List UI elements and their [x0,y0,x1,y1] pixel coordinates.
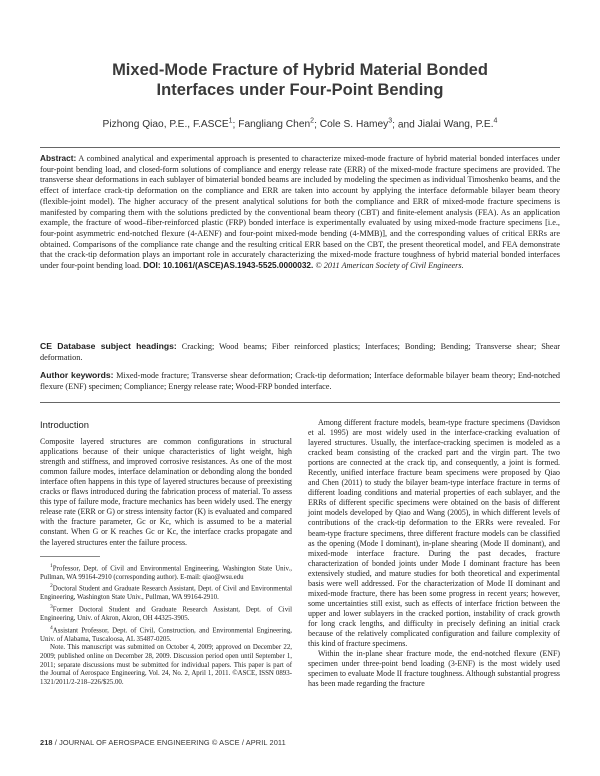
keywords-text: Mixed-mode fracture; Transverse shear deformation; Crack-tip deformation; Interface deformable bilayer beam theory; End-notched flexure (ENF) specimen; Compliance; Energy release rate; Wood-FRP bonded interface. [40,371,561,391]
author-list: Pizhong Qiao, P.E., F.ASCE$^1$; Fangliang Chen$^2$; Cole S. Hamey$^3$; and Jialai Wang, P.E.$^4$ [102,118,498,131]
left-column [40,420,292,688]
author-4: Jialai Wang, P.E.$^4$ [417,118,498,131]
author-3: Cole S. Hamey$^3$ [319,118,393,131]
manuscript-note: Note. This manuscript was submitted on October 4, 2009; approved on December 22, 2009; published online on December 28, 2009. Discussion period open until September 1, 2011; separate discussions must be submitted for individual papers. This paper is part of the Journal of Aerospace Engineering, Vol. 24, No. 2, April 1, 2011. ©ASCE, ISSN 0893-1321/2011/2-218–226/$25.00. [40,644,292,687]
page-number: 218 [40,738,53,747]
paper-title [40,60,560,100]
body-paragraph-1: Among different fracture models, beam-type fracture specimens (Davidson et al. 1995) are most widely used in the interface-cracking evaluation of layered structures. Usually, the interface-cracking specimen is modeled as a cracked beam consisting of the cracked part and the virgin part. The two portions are connected at the crack tip, and consequently, a joint is formed. Recently, unified interface fracture beam specimens were proposed by Qiao and Chen (2011) to study the bilayer beam-type interface fracture in terms of different loading conditions and material properties of each sublayer, and the ERRs of different specific specimens were obtained on the basis of different joint models developed by Qiao and Wang (2005), in which different levels of contributions of the crack-tip deformation to the ERRs were revealed. For beam-type fracture specimens, three different fracture models can be classified as the opening (Mode I dominant), in-plane shearing (Mode II dominant), and mixed-mode interface fracture. During the past decades, fracture characterization of bonded joints under Mode I dominant fracture has been extensively studied, and mature studies for both theoretical and experimental basis were well addressed. For the characterization of Mode II dominant and mixed-mode fracture, there has been some progress in recent years; however, some uncertainties still exist, such as effects of interface friction between the upper and lower sublayers in the cracked portion, instability of crack growth for long crack lengths, and difficulty in precisely defining an initial crack because of the relatively complicated configuration and failure complexity of this kind of fracture specimens. [308,418,560,649]
header-divider [40,147,560,148]
page-footer [40,738,286,747]
title-line-1: Mixed-Mode Fracture of Hybrid Material Bonded [112,61,488,79]
title-line-2: Interfaces under Four-Point Bending [156,81,444,99]
keywords-label: Author keywords: [40,370,114,380]
right-column [308,418,560,689]
ce-headings-label: CE Database subject headings: [40,341,177,351]
footnote-divider [40,556,100,557]
footnote-2: $^2$Doctoral Student and Graduate Research Assistant, Dept. of Civil and Environmental Engineering, Washington State Univ., Pullman, WA 99164-2910. [40,583,292,602]
abstract-label: Abstract: [40,154,77,163]
footnote-4: $^4$Assistant Professor, Dept. of Civil, Construction, and Environmental Engineering, Univ. of Alabama, Tuscaloosa, AL 35487-0205. [40,624,292,643]
intro-paragraph: Composite layered structures are common configurations in structural applications because of their unique characteristics of light weight, high strength and stiffness, and improved corrosive resistances. As one of the most common failure modes, interface delamination or debonding along the bonded interface often happens in this type of layered structures because of preexisting cracks or flaws introduced during the fabrication process of material. To assess this type of failure mode, fracture mechanics has been widely used. The energy release rate (ERR or G) or stress intensity factor (K) is evaluated and compared with the fracture parameter, Gc or Kc, which is assumed to be a material constant. When G or K reaches Gc or Kc, the interface cracks propagate and the layered structures enter the failure process. [40,437,292,547]
abstract-divider [40,402,560,403]
copyright-text: © 2011 American Society of Civil Engineers. [315,261,464,271]
footnote-1: $^1$Professor, Dept. of Civil and Environmental Engineering, Washington State Univ., Pullman, WA 99164-2910 (corresponding author). E-mail: qiao@wsu.edu [40,562,292,581]
ce-subject-headings [40,341,560,363]
doi-link[interactable]: DOI: 10.1061/(ASCE)AS.1943-5525.0000032. [143,261,314,271]
author-keywords [40,370,560,392]
ce-headings-text: Cracking; Wood beams; Fiber reinforced plastics; Interfaces; Bonding; Bending; Transverse shear; Shear deformation. [40,342,560,362]
abstract-text: A combined analytical and experimental approach is presented to characterize mixed-mode fracture of hybrid material bonded interfaces under four-point bending load, and closed-form solutions of compliance and energy release rate (ERR) of the mixed-mode fracture specimens are provided. The transverse shear deformations in each sublayer of bimaterial bonded beams are included by modeling the specimen as individual Timoshenko beams, and the effect of interface crack-tip deformation on the compliance and ERR are taken into account by applying the interface deformable bilayer beam theory (flexible-joint model). The higher accuracy of the present analytical solutions for both the compliance and ERR of mixed-mode fracture specimens is manifested by comparing them with the solutions predicted by the conventional beam theory (CBT) and finite-element analysis (FEA). As an application example, the fracture of wood–fiber-reinforced plastic (FRP) bonded interface is experimentally evaluated by using mixed-mode fracture specimens [i.e., four-point asymmetric end-notched flexure (4-AENF) and four-point mixed-mode bending (4-MMB)], and the corresponding values of critical ERRs are obtained. Comparisons of the compliance rate change and the resulting critical ERR based on the CBT, the present theoretical model, and FEA demonstrate that the crack-tip deformation plays an important role in accurately characterizing the mixed-mode fracture toughness of hybrid material bonded interfaces under four-point bending load. [40,154,561,271]
footnote-3: $^3$Former Doctoral Student and Graduate Research Assistant, Dept. of Civil Engineering, Univ. of Akron, Akron, OH 44325-3905. [40,603,292,622]
journal-footer: / JOURNAL OF AEROSPACE ENGINEERING © ASCE / APRIL 2011 [54,738,286,747]
abstract-block [40,154,560,272]
intro-heading: Introduction [40,419,89,430]
author-2: Fangliang Chen$^2$ [238,118,315,131]
body-paragraph-2: Within the in-plane shear fracture mode, the end-notched flexure (ENF) specimen under three-point bend loading (3-ENF) is the most widely used specimen to evaluate Mode II fracture toughness. Although substantial progress has been made regarding the fracture [308,649,560,689]
author-1: Pizhong Qiao, P.E., F.ASCE$^1$ [102,118,233,131]
